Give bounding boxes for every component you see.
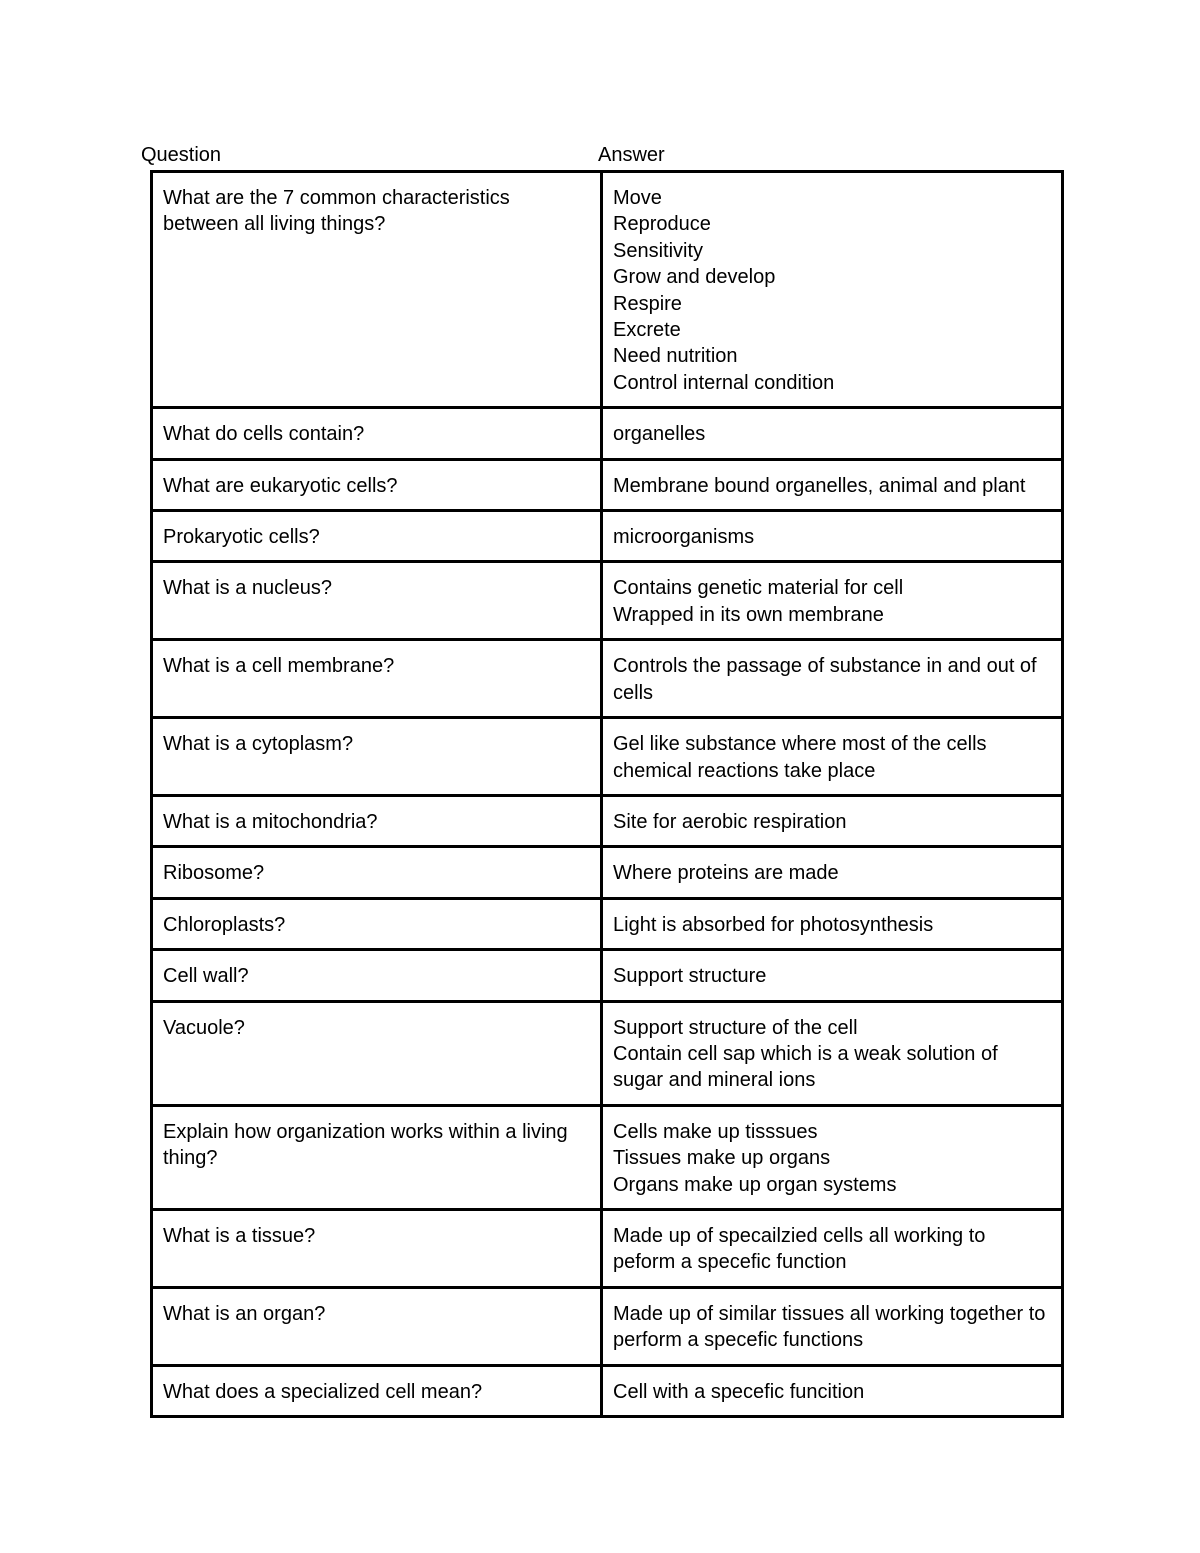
question-text: What is a cytoplasm? [163,733,354,756]
table-row [152,1001,1063,1105]
question-text: Cell wall? [163,965,249,988]
question-text: What do cells contain? [163,423,365,446]
question-cell [152,1105,602,1209]
question-cell [152,1209,602,1287]
answer-line: Need nutrition [613,345,738,368]
table-row [152,172,1063,408]
question-cell [152,562,602,640]
answer-line: Made up of similar tissues all working together to perform a specefic functions [613,1302,1051,1352]
answer-line: Made up of specailzied cells all working to peform a specefic function [613,1224,991,1274]
question-text: What is an organ? [163,1302,326,1325]
table-row [152,511,1063,562]
question-cell [152,1001,602,1105]
answer-cell [602,562,1063,640]
answer-line: Support structure of the cell [613,1016,858,1039]
answer-line: Organs make up organ systems [613,1173,897,1196]
answer-line: Contains genetic material for cell [613,577,904,600]
answer-cell [602,172,1063,408]
answer-cell [602,1209,1063,1287]
answer-cell [602,1105,1063,1209]
answer-cell [602,1365,1063,1416]
answer-line: Tissues make up organs [613,1147,831,1170]
answer-line: Membrane bound organelles, animal and plant [613,474,1026,497]
question-text: Prokaryotic cells? [163,526,320,549]
answer-line: Wrapped in its own membrane [613,603,884,626]
question-cell [152,898,602,949]
answer-cell [602,950,1063,1001]
qa-table-body [152,172,1063,1417]
table-row [152,640,1063,718]
table-row [152,1287,1063,1365]
answer-cell [602,1287,1063,1365]
answer-line: Cells make up tisssues [613,1120,818,1143]
question-cell [152,640,602,718]
question-text: What are eukaryotic cells? [163,474,398,497]
answer-cell [602,1001,1063,1105]
answer-line: organelles [613,423,706,446]
table-row [152,562,1063,640]
table-row [152,795,1063,846]
table-row [152,718,1063,796]
question-text: What does a specialized cell mean? [163,1380,483,1403]
question-cell [152,172,602,408]
answer-cell [602,795,1063,846]
question-cell [152,718,602,796]
answer-line: Controls the passage of substance in and out of cells [613,655,1043,704]
answer-cell [602,640,1063,718]
answer-cell [602,459,1063,510]
question-cell [152,795,602,846]
question-text: What is a nucleus? [163,577,332,600]
question-text: Chloroplasts? [163,913,286,936]
answer-line: Light is absorbed for photosynthesis [613,913,934,936]
answer-line: Support structure [613,965,767,988]
question-cell [152,408,602,459]
answer-line: Reproduce [613,213,711,236]
table-row [152,1105,1063,1209]
table-row [152,1209,1063,1287]
question-cell [152,950,602,1001]
answer-column-header: Answer [598,144,665,166]
qa-table [150,170,1064,1418]
table-row [152,1365,1063,1416]
answer-line: Sensitivity [613,239,704,262]
question-cell [152,1365,602,1416]
answer-line: Excrete [613,319,681,342]
answer-line: microorganisms [613,526,755,549]
table-row [152,898,1063,949]
question-text: What are the 7 common characteristics between all living things? [163,187,516,236]
answer-line: Cell with a specefic funcition [613,1380,865,1403]
answer-line: Where proteins are made [613,862,839,885]
table-row [152,408,1063,459]
question-text: What is a mitochondria? [163,810,378,833]
question-text: What is a tissue? [163,1224,316,1247]
answer-line: Gel like substance where most of the cells chemical reactions take place [613,733,993,782]
answer-line: Site for aerobic respiration [613,810,847,833]
question-cell [152,847,602,898]
answer-cell [602,898,1063,949]
answer-cell [602,511,1063,562]
answer-cell [602,718,1063,796]
table-row [152,847,1063,898]
answer-line: Contain cell sap which is a weak solution of sugar and mineral ions [613,1042,1004,1092]
question-column-header: Question [141,144,222,166]
question-text: Explain how organization works within a living thing? [163,1120,574,1170]
question-cell [152,511,602,562]
answer-line: Control internal condition [613,371,835,394]
answer-cell [602,408,1063,459]
question-cell [152,1287,602,1365]
answer-line: Respire [613,292,682,315]
question-text: Vacuole? [163,1016,245,1039]
table-row [152,950,1063,1001]
answer-line: Grow and develop [613,266,776,289]
question-text: What is a cell membrane? [163,655,395,678]
question-text: Ribosome? [163,862,265,885]
question-cell [152,459,602,510]
answer-cell [602,847,1063,898]
answer-line: Move [613,187,662,209]
table-row [152,459,1063,510]
